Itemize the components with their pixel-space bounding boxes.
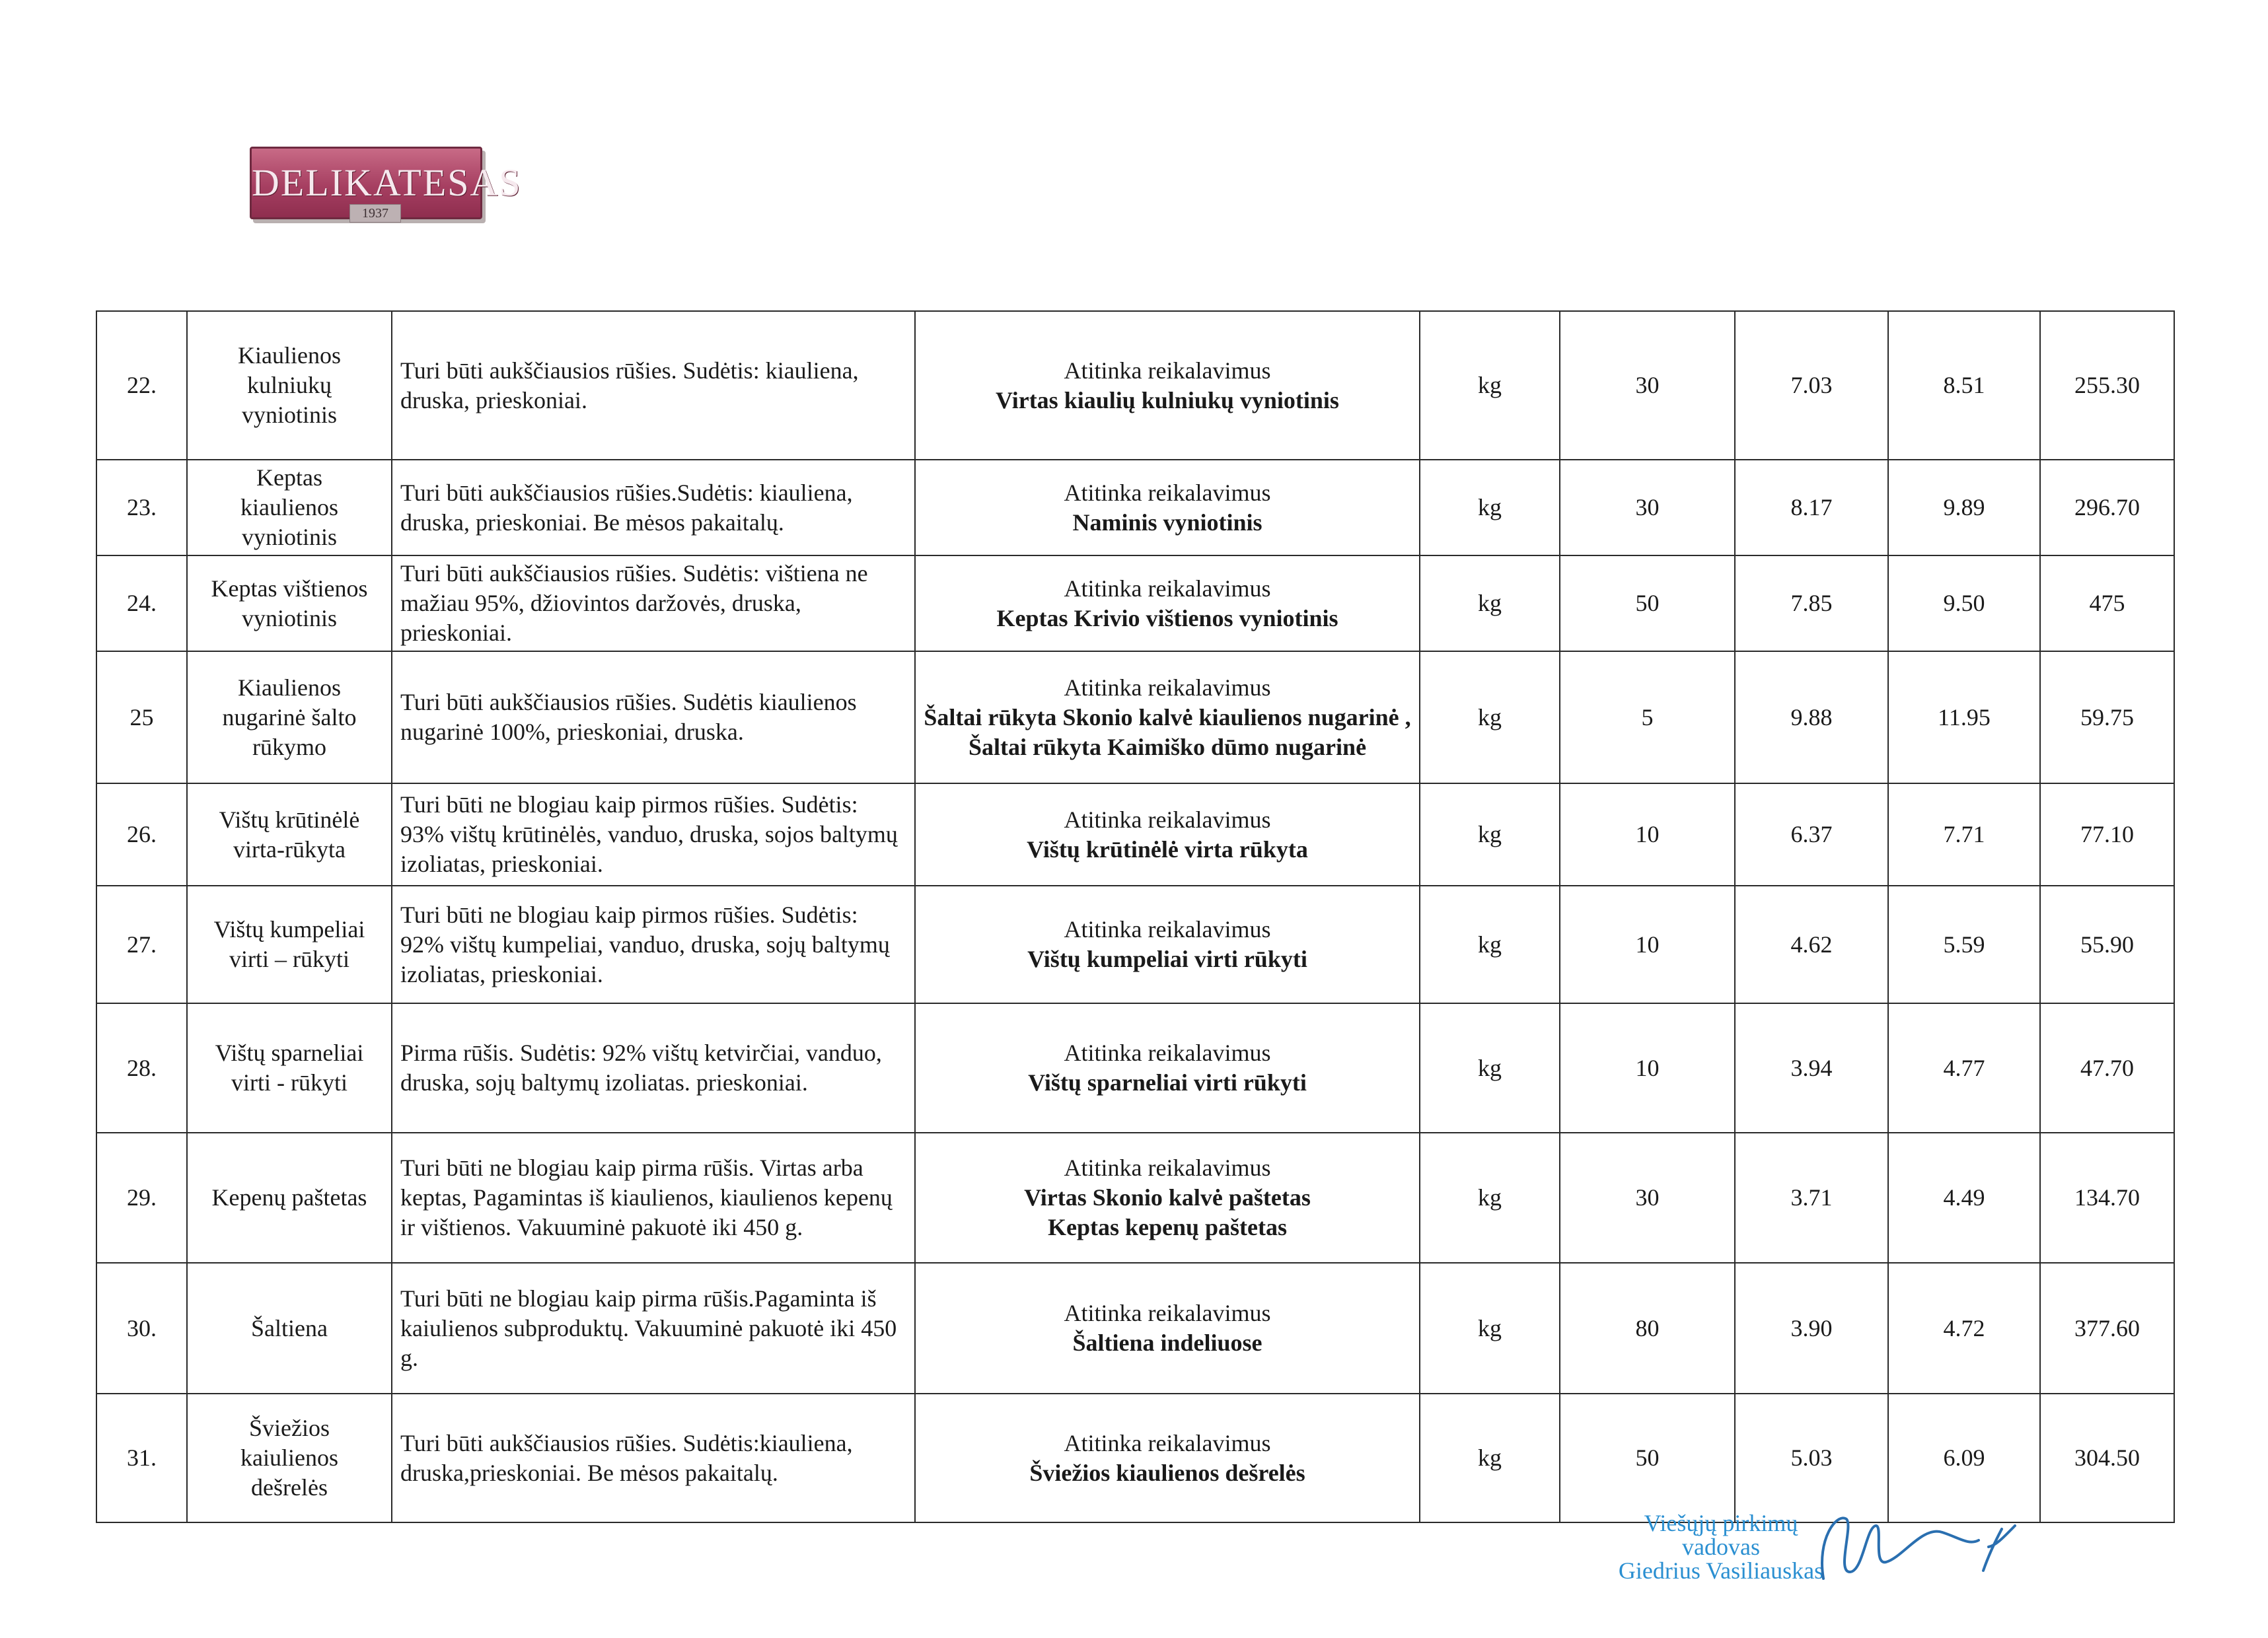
row-number: 22. [96, 311, 187, 460]
unit-price: 8.17 [1735, 460, 1888, 555]
row-number: 31. [96, 1394, 187, 1522]
offered-product: Keptas kepenų paštetas [1047, 1214, 1288, 1240]
total-price: 59.75 [2040, 651, 2174, 783]
requirement-text: Turi būti ne blogiau kaip pirma rūšis. Virtas arba keptas, Pagamintas iš kiaulienos, kiaulienos kepenų ir vištienos. Vakuuminė pakuotė iki 450 g. [392, 1133, 915, 1263]
row-number: 27. [96, 886, 187, 1003]
requirement-text: Turi būti aukščiausios rūšies. Sudėtis: kiauliena, druska, prieskoniai. [392, 311, 915, 460]
total-price: 77.10 [2040, 783, 2174, 886]
table-row [96, 886, 2174, 1003]
product-name-line: virti – rūkyti [229, 946, 349, 972]
offer-cell [915, 783, 1420, 886]
offered-product: Virtas kiaulių kulniukų vyniotinis [996, 386, 1339, 413]
offer-cell [915, 1003, 1420, 1133]
quantity: 10 [1560, 886, 1735, 1003]
stamp-line-3: Giedrius Vasiliauskas [1618, 1557, 1824, 1584]
offer-status: Atitinka reikalavimus [1064, 674, 1271, 701]
product-name-line: nugarinė šalto [222, 703, 357, 730]
unit-price-with-vat: 4.72 [1888, 1263, 2040, 1394]
unit: kg [1420, 1263, 1560, 1394]
product-name-line: vyniotinis [241, 604, 338, 631]
offer-cell [915, 651, 1420, 783]
offer-status: Atitinka reikalavimus [1064, 1040, 1271, 1066]
unit: kg [1420, 783, 1560, 886]
product-name-line: Keptas vištienos [211, 575, 368, 602]
offered-product: Virtas Skonio kalvė paštetas [1024, 1184, 1311, 1211]
requirement-text: Pirma rūšis. Sudėtis: 92% vištų ketvirčiai, vanduo, druska, sojų baltymų izoliatas. prieskoniai. [392, 1003, 915, 1133]
product-name-line: Kiaulienos [238, 674, 341, 701]
offered-product: Naminis vyniotinis [1072, 509, 1262, 536]
requirement-text: Turi būti aukščiausios rūšies. Sudėtis: vištiena ne mažiau 95%, džiovintos daržovės, druska, prieskoniai. [392, 555, 915, 651]
quantity: 30 [1560, 311, 1735, 460]
table-row [96, 651, 2174, 783]
unit-price: 7.03 [1735, 311, 1888, 460]
total-price: 475 [2040, 555, 2174, 651]
offer-status: Atitinka reikalavimus [1064, 357, 1271, 384]
unit: kg [1420, 555, 1560, 651]
unit-price: 3.94 [1735, 1003, 1888, 1133]
product-name-cell [187, 1394, 392, 1522]
product-name-cell [187, 651, 392, 783]
procurement-stamp [1612, 1511, 1830, 1583]
offer-table [96, 310, 2175, 1523]
unit-price: 6.37 [1735, 783, 1888, 886]
product-name-line: Kiaulienos [238, 342, 341, 369]
stamp-line-2: vadovas [1682, 1534, 1760, 1560]
product-name-line: Vištų sparneliai [215, 1040, 364, 1066]
requirement-text: Turi būti ne blogiau kaip pirma rūšis.Pagaminta iš kaiulienos subproduktų. Vakuuminė pakuotė iki 450 g. [392, 1263, 915, 1394]
product-name-line: Šaltiena [251, 1314, 328, 1341]
product-name-line: Kepenų paštetas [211, 1184, 367, 1211]
quantity: 80 [1560, 1263, 1735, 1394]
product-name-line: kiaulienos [240, 494, 338, 520]
product-name-cell [187, 1133, 392, 1263]
total-price: 134.70 [2040, 1133, 2174, 1263]
product-name-line: dešrelės [251, 1474, 328, 1501]
offer-cell [915, 1263, 1420, 1394]
logo-brand-text: DELIKATESAS [252, 161, 522, 204]
table-row [96, 1133, 2174, 1263]
offer-status: Atitinka reikalavimus [1064, 806, 1271, 833]
product-name-line: vyniotinis [241, 524, 338, 550]
row-number: 23. [96, 460, 187, 555]
offered-product: Vištų krūtinėlė virta rūkyta [1027, 836, 1308, 863]
total-price: 296.70 [2040, 460, 2174, 555]
product-name-cell [187, 555, 392, 651]
unit-price-with-vat: 8.51 [1888, 311, 2040, 460]
unit: kg [1420, 460, 1560, 555]
offer-status: Atitinka reikalavimus [1064, 1300, 1271, 1326]
offer-status: Atitinka reikalavimus [1064, 1155, 1271, 1181]
unit-price: 3.90 [1735, 1263, 1888, 1394]
unit: kg [1420, 311, 1560, 460]
offered-product: Vištų sparneliai virti rūkyti [1028, 1069, 1307, 1096]
unit: kg [1420, 1133, 1560, 1263]
product-name-line: virta-rūkyta [233, 836, 346, 863]
table-row [96, 460, 2174, 555]
unit-price: 3.71 [1735, 1133, 1888, 1263]
row-number: 26. [96, 783, 187, 886]
quantity: 5 [1560, 651, 1735, 783]
row-number: 30. [96, 1263, 187, 1394]
table-row [96, 555, 2174, 651]
total-price: 304.50 [2040, 1394, 2174, 1522]
handwritten-signature [1810, 1499, 2028, 1598]
offer-table-body [96, 311, 2174, 1522]
unit-price-with-vat: 4.77 [1888, 1003, 2040, 1133]
unit-price-with-vat: 11.95 [1888, 651, 2040, 783]
product-name-cell [187, 1263, 392, 1394]
quantity: 50 [1560, 1394, 1735, 1522]
unit-price-with-vat: 4.49 [1888, 1133, 2040, 1263]
row-number: 28. [96, 1003, 187, 1133]
product-name-line: virti - rūkyti [231, 1069, 348, 1096]
offer-cell [915, 311, 1420, 460]
product-name-line: vyniotinis [241, 402, 338, 428]
offer-cell [915, 886, 1420, 1003]
offered-product: Šaltai rūkyta Kaimiško dūmo nugarinė [968, 733, 1367, 760]
unit: kg [1420, 1003, 1560, 1133]
offer-cell [915, 1133, 1420, 1263]
product-name-line: Šviežios [249, 1415, 330, 1441]
logo-year: 1937 [349, 204, 401, 223]
product-name-line: Vištų krūtinėlė [219, 806, 360, 833]
unit-price-with-vat: 5.59 [1888, 886, 2040, 1003]
offered-product: Šaltiena indeliuose [1072, 1330, 1262, 1356]
offer-cell [915, 1394, 1420, 1522]
product-name-line: rūkymo [252, 733, 326, 760]
quantity: 30 [1560, 1133, 1735, 1263]
offered-product: Šviežios kiaulienos dešrelės [1029, 1459, 1305, 1486]
product-name-line: kaiulienos [240, 1444, 338, 1471]
row-number: 24. [96, 555, 187, 651]
table-row [96, 1263, 2174, 1394]
requirement-text: Turi būti ne blogiau kaip pirmos rūšies. Sudėtis: 93% vištų krūtinėlės, vanduo, druska, sojos baltymų izoliatas, prieskoniai. [392, 783, 915, 886]
requirement-text: Turi būti aukščiausios rūšies.Sudėtis: kiauliena, druska, prieskoniai. Be mėsos pakaitalų. [392, 460, 915, 555]
offer-status: Atitinka reikalavimus [1064, 479, 1271, 506]
requirement-text: Turi būti aukščiausios rūšies. Sudėtis kiaulienos nugarinė 100%, prieskoniai, druska. [392, 651, 915, 783]
quantity: 30 [1560, 460, 1735, 555]
table-row [96, 311, 2174, 460]
offer-cell [915, 460, 1420, 555]
offered-product: Keptas Krivio vištienos vyniotinis [996, 604, 1338, 631]
unit-price: 4.62 [1735, 886, 1888, 1003]
offer-status: Atitinka reikalavimus [1064, 916, 1271, 943]
total-price: 47.70 [2040, 1003, 2174, 1133]
unit-price: 7.85 [1735, 555, 1888, 651]
unit-price: 5.03 [1735, 1394, 1888, 1522]
offer-cell [915, 555, 1420, 651]
product-name-cell [187, 886, 392, 1003]
stamp-line-1: Viešųjų pirkimų [1644, 1510, 1798, 1536]
table-row [96, 783, 2174, 886]
unit-price-with-vat: 7.71 [1888, 783, 2040, 886]
product-name-cell [187, 311, 392, 460]
product-name-cell [187, 460, 392, 555]
requirement-text: Turi būti ne blogiau kaip pirmos rūšies. Sudėtis: 92% vištų kumpeliai, vanduo, druska, sojų baltymų izoliatas, prieskoniai. [392, 886, 915, 1003]
quantity: 50 [1560, 555, 1735, 651]
total-price: 55.90 [2040, 886, 2174, 1003]
unit-price-with-vat: 6.09 [1888, 1394, 2040, 1522]
offered-product: Vištų kumpeliai virti rūkyti [1027, 946, 1307, 972]
row-number: 29. [96, 1133, 187, 1263]
offer-status: Atitinka reikalavimus [1064, 575, 1271, 602]
product-name-line: kulniukų [246, 372, 332, 398]
company-logo [250, 147, 522, 221]
product-name-line: Keptas [256, 464, 322, 491]
quantity: 10 [1560, 1003, 1735, 1133]
unit-price-with-vat: 9.89 [1888, 460, 2040, 555]
product-name-cell [187, 783, 392, 886]
offered-product: Šaltai rūkyta Skonio kalvė kiaulienos nugarinė , [924, 703, 1411, 730]
unit: kg [1420, 651, 1560, 783]
offer-status: Atitinka reikalavimus [1064, 1429, 1271, 1456]
total-price: 377.60 [2040, 1263, 2174, 1394]
unit-price: 9.88 [1735, 651, 1888, 783]
row-number: 25 [96, 651, 187, 783]
requirement-text: Turi būti aukščiausios rūšies. Sudėtis:kiauliena, druska,prieskoniai. Be mėsos pakaitalų. [392, 1394, 915, 1522]
total-price: 255.30 [2040, 311, 2174, 460]
unit-price-with-vat: 9.50 [1888, 555, 2040, 651]
product-name-cell [187, 1003, 392, 1133]
unit: kg [1420, 886, 1560, 1003]
unit: kg [1420, 1394, 1560, 1522]
product-name-line: Vištų kumpeliai [213, 916, 365, 943]
table-row [96, 1003, 2174, 1133]
quantity: 10 [1560, 783, 1735, 886]
